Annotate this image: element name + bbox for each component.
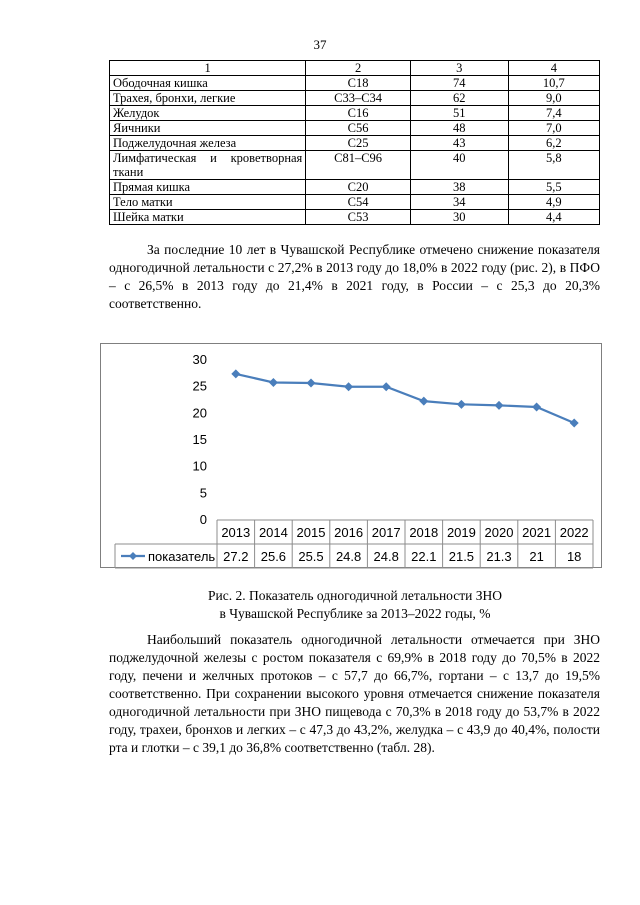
cancer-sites-table xyxy=(109,60,600,225)
y-tick-label: 15 xyxy=(192,432,207,447)
table-row xyxy=(110,91,600,106)
figure-caption xyxy=(0,587,640,623)
table-row xyxy=(110,106,600,121)
table-row xyxy=(110,195,600,210)
x-tick-label: 2018 xyxy=(409,525,439,540)
table-cell-site: Яичники xyxy=(110,121,306,136)
x-tick-label: 2017 xyxy=(371,525,401,540)
table-row xyxy=(110,136,600,151)
data-point-marker xyxy=(382,382,391,391)
x-tick-label: 2015 xyxy=(296,525,326,540)
data-value-label: 21.5 xyxy=(448,549,475,564)
table-cell-n: 62 xyxy=(410,91,508,106)
data-value-label: 18 xyxy=(566,549,582,564)
chart-frame xyxy=(100,343,602,568)
table-cell-n: 43 xyxy=(410,136,508,151)
table-cell-site: Поджелудочная железа xyxy=(110,136,306,151)
table-cell-n: 40 xyxy=(410,151,508,180)
data-value-label: 25.6 xyxy=(260,549,287,564)
data-point-marker xyxy=(231,369,240,378)
caption-line-1: Рис. 2. Показатель одногодичной летальности ЗНО xyxy=(207,588,503,603)
table-cell-site: Трахея, бронхи, легкие xyxy=(110,91,306,106)
table-cell-code: С18 xyxy=(306,76,411,91)
table-row xyxy=(110,151,600,180)
y-tick-label: 20 xyxy=(192,405,207,421)
data-value-label: 21 xyxy=(529,549,544,564)
table-cell-code: С54 xyxy=(306,195,411,210)
x-tick-label: 2021 xyxy=(522,525,552,540)
data-value-label: 24.8 xyxy=(335,549,362,564)
data-value-label: 21.3 xyxy=(486,549,512,564)
table-header-cell: 4 xyxy=(508,61,599,76)
table-cell-rate: 7,4 xyxy=(508,106,599,121)
table-row xyxy=(110,210,600,225)
table-cell-code: С81–С96 xyxy=(306,151,411,180)
data-point-marker xyxy=(269,378,278,387)
data-value-label: 22.1 xyxy=(411,549,437,564)
series-line xyxy=(236,374,574,423)
table-cell-site: Ободочная кишка xyxy=(110,76,306,91)
table-cell-code: С56 xyxy=(306,121,411,136)
x-tick-label: 2020 xyxy=(484,525,514,540)
table-cell-rate: 10,7 xyxy=(508,76,599,91)
paragraph-site-mortality: Наибольший показатель одногодичной летальности отмечается при ЗНО поджелудочной железы с ростом показателя с 69,9% в 2018 году до 70,5% в 2022 году, печени и желчных протоков – с 57,7 до 66,7%, гортани – с 13,7 до 19,5% соответственно. При сохранении высокого уровня отмечается снижение показателя одногодичной летальности при ЗНО пищевода с 70,3% в 2018 году до 53,7% в 2022 году, трахеи, бронхов и легких – с 47,3 до 43,2%, желудка – с 43,9 до 40,4%, полости рта и глотки – с 39,1 до 36,8% соответственно (табл. 28). xyxy=(109,632,600,755)
table-cell-n: 51 xyxy=(410,106,508,121)
table-cell-rate: 4,4 xyxy=(508,210,599,225)
x-tick-label: 2019 xyxy=(446,525,476,540)
page-number: 37 xyxy=(313,37,327,52)
table-cell-n: 48 xyxy=(410,121,508,136)
table-cell-rate: 4,9 xyxy=(508,195,599,210)
table-cell-n: 74 xyxy=(410,76,508,91)
y-tick-label: 10 xyxy=(192,458,207,474)
table-row xyxy=(110,121,600,136)
table-header-cell: 1 xyxy=(110,61,306,76)
table-cell-rate: 5,8 xyxy=(508,151,599,180)
table-cell-code: С33–С34 xyxy=(306,91,411,106)
data-value-label: 24.8 xyxy=(373,549,399,564)
legend-label: показатель xyxy=(148,549,216,564)
table-header-row xyxy=(110,61,600,76)
data-point-marker xyxy=(532,403,541,412)
table-cell-code: С20 xyxy=(306,180,411,195)
table-cell-code: С16 xyxy=(306,106,411,121)
x-tick-label: 2016 xyxy=(334,525,364,540)
data-point-marker xyxy=(344,382,353,391)
table-cell-rate: 9,0 xyxy=(508,91,599,106)
x-tick-label: 2013 xyxy=(221,525,251,540)
table-cell-code: С53 xyxy=(306,210,411,225)
mortality-line-chart xyxy=(101,344,603,569)
table-cell-site: Желудок xyxy=(110,106,306,121)
y-tick-label: 30 xyxy=(192,352,207,367)
table-cell-code: С25 xyxy=(306,136,411,151)
table-header-cell: 3 xyxy=(410,61,508,76)
paragraph-mortality-trend: За последние 10 лет в Чувашской Республике отмечено снижение показателя одногодичной летальности с 27,2% в 2013 году до 18,0% в 2022 году (рис. 2), в ПФО – с 26,5% в 2013 году до 21,4% в 2021 году, в России – с 25,3 до 20,3% соответственно. xyxy=(109,242,600,311)
data-value-label: 27.2 xyxy=(223,549,249,564)
data-point-marker xyxy=(495,401,504,410)
data-value-label: 25.5 xyxy=(298,549,324,564)
table-cell-rate: 5,5 xyxy=(508,180,599,195)
y-tick-label: 0 xyxy=(199,512,207,527)
table-header-cell: 2 xyxy=(306,61,411,76)
x-tick-label: 2022 xyxy=(559,525,589,540)
table-cell-n: 38 xyxy=(410,180,508,195)
data-point-marker xyxy=(419,397,428,406)
table-row xyxy=(110,76,600,91)
y-tick-label: 5 xyxy=(199,485,207,501)
x-tick-label: 2014 xyxy=(258,525,288,540)
data-point-marker xyxy=(457,400,466,409)
table-row xyxy=(110,180,600,195)
legend-diamond-icon xyxy=(129,552,137,560)
table-cell-rate: 6,2 xyxy=(508,136,599,151)
table-cell-n: 34 xyxy=(410,195,508,210)
data-point-marker xyxy=(307,379,316,388)
data-point-marker xyxy=(570,419,579,428)
table-cell-site: Лимфатическая и кроветворная ткани xyxy=(110,151,306,180)
table-cell-n: 30 xyxy=(410,210,508,225)
table-cell-rate: 7,0 xyxy=(508,121,599,136)
table-cell-site: Шейка матки xyxy=(110,210,306,225)
y-tick-label: 25 xyxy=(192,378,207,394)
caption-line-2: в Чувашской Республике за 2013–2022 годы, % xyxy=(219,606,491,621)
table-cell-site: Прямая кишка xyxy=(110,180,306,195)
table-cell-site: Тело матки xyxy=(110,195,306,210)
